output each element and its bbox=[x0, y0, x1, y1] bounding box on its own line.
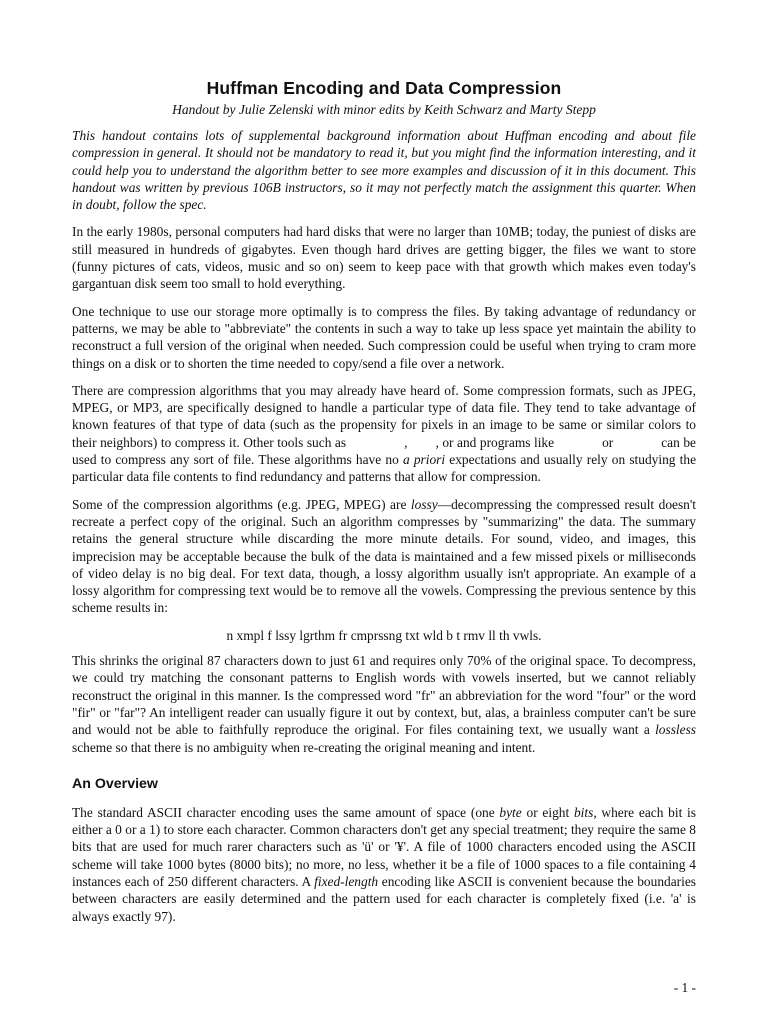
paragraph-4-text-a: Some of the compression algorithms (e.g. JPEG, MPEG) are bbox=[72, 496, 407, 512]
paragraph-4-text-c: —decompressing the compressed result doesn't recreate a perfect copy of the original. Such an algorithm compresses by "summarizing" the data. The summary retains the general structure while discarding the more minute details. For sound, video, and images, this imprecision may be acceptable because the bulk of the data is maintained and a few missed pixels or milliseconds of video delay is no big deal. For text data, though, a lossy algorithm usually isn't appropriate. An example of a lossy algorithm for compressing text would be to remove all the vowels. Compressing the previous sentence by this scheme results in: bbox=[72, 496, 696, 616]
paragraph-3-text-a: There are compression algorithms that you may already have heard of. Some compression formats, such as JPEG, MPEG, or MP3, are specifically designed to handle a particular type of data file. They tend to take advantage of known features of that type of data (such as the propensity for pixels in an image to be same or similar colors to their neighbors) to compress it. Other tools such as bbox=[72, 382, 696, 450]
paragraph-3-text-e: can be used to compress any sort of file. These algorithms have no bbox=[72, 434, 696, 468]
paragraph-2: One technique to use our storage more optimally is to compress the files. By taking advantage of redundancy or patterns, we may be able to "abbreviate" the contents in such a way to take up less space yet maintain the ability to reconstruct a full version of the original when needed. Such compression could be useful when trying to cram more things on a disk or to shorten the time needed to copy/send a file over a network. bbox=[72, 303, 696, 371]
section-heading: An Overview bbox=[72, 775, 158, 792]
lossy-term: lossy bbox=[410, 496, 438, 512]
paragraph-1: In the early 1980s, personal computers had hard disks that were no larger than 10MB; today, the puniest of disks are still measured in hundreds of gigabytes. Even though hard drives are getting bigger, the files we want to store (funny pictures of cats, videos, music and so on) seem to keep pace with that growth which makes even today's gargantuan disk seem too small to hold everything. bbox=[72, 224, 696, 292]
lossless-term: lossless bbox=[655, 722, 696, 738]
page-title: Huffman Encoding and Data Compression bbox=[206, 78, 562, 98]
paragraph-4 bbox=[72, 496, 696, 617]
paragraph-5-text-c: scheme so that there is no ambiguity when re-creating the original meaning and intent. bbox=[72, 739, 536, 755]
fixed-length-term: fixed-length bbox=[314, 873, 379, 889]
paragraph-6 bbox=[72, 804, 696, 925]
paragraph-6-text-e: , where each bit is either a 0 or a 1) to store each character. Common characters don't get any special treatment; they require the same 8 bits that are used for much rarer characters such as 'ü' or '¥'. A file of 1000 characters encoded using the ASCII scheme will take 1000 bytes (8000 bits); no more, no less, whether it be a file of 1000 spaces to a file containing 4 instances each of 250 different characters. A bbox=[72, 804, 696, 889]
paragraph-6-text-a: The standard ASCII character encoding uses the same amount of space (one bbox=[72, 804, 495, 820]
paragraph-3-emphasis: a priori bbox=[402, 452, 446, 468]
bits-term: bits bbox=[573, 804, 594, 820]
paragraph-6-text-g: encoding like ASCII is convenient because the boundaries between characters are easily determined and the pattern used for each character is completely fixed (i.e. 'a' is always exactly 97). bbox=[72, 873, 696, 924]
paragraph-3-text-b: , bbox=[404, 434, 408, 450]
compressed-example: n xmpl f lssy lgrthm fr cmprssng txt wld b t rmv ll th vwls. bbox=[226, 627, 542, 643]
page-number: - 1 - bbox=[673, 980, 696, 995]
paragraph-3-text-d: or bbox=[602, 434, 614, 450]
page-subtitle: Handout by Julie Zelenski with minor edits by Keith Schwarz and Marty Stepp bbox=[172, 102, 596, 117]
paragraph-5-text-a: This shrinks the original 87 characters down to just 61 and requires only 70% of the original space. To decompress, we could try matching the consonant patterns to English words with vowels inserted, but we cannot reliably reconstruct the original in this manner. Is the compressed word "fr" an abbreviation for the word "four" or the word "fir" or "far"? An intelligent reader can usually figure it out by context, but, alas, a brainless computer can't be sure and would not be able to faithfully reproduce the original. For files containing text, we usually want a bbox=[72, 653, 696, 738]
byte-term: byte bbox=[499, 804, 522, 820]
paragraph-3 bbox=[72, 382, 696, 486]
document-body bbox=[72, 78, 696, 935]
intro-paragraph: This handout contains lots of supplemental background information about Huffman encoding and about file compression in general. It should not be mandatory to read it, but you might find the information interesting, and it could help you to understand the algorithm better to see more examples and discussion of it in this document. This handout was written by previous 106B instructors, so it may not perfectly match the assignment this quarter. When in doubt, follow the spec. bbox=[72, 128, 696, 213]
paragraph-5 bbox=[72, 652, 696, 756]
paragraph-3-text-g: expectations and usually rely on studying the particular data file contents to find redundancy and patterns that allow for compression. bbox=[72, 452, 697, 485]
paragraph-6-text-c: or eight bbox=[526, 804, 570, 820]
paragraph-3-text-c: , or and programs like bbox=[435, 434, 555, 450]
